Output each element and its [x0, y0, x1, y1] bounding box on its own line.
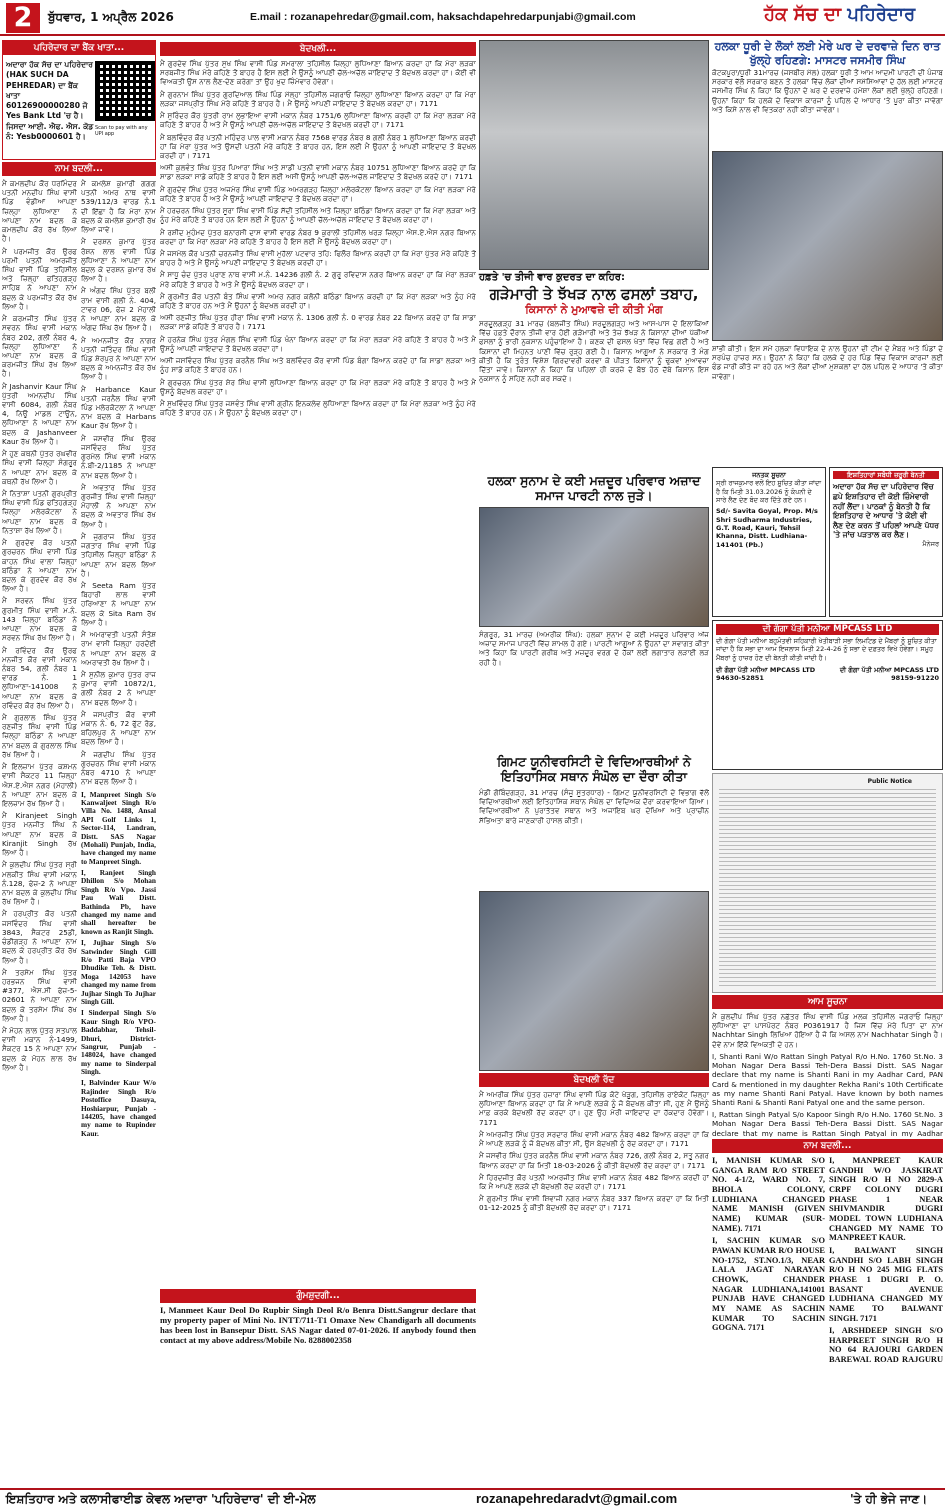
list-item: ਮੈਂ ਕਮਲੇਸ਼ ਕੁਮਾਰੀ ਗਗਗ ਪਤਨੀ ਅਮਰ ਨਾਥ ਵਾਸੀ 539/112/3 ਵਾਰਡ ਨੰ.1 ਦੀ ਇੱਛਾ ਹੈ ਕਿ ਮੇਰਾ ਨਾਮ ਬਦਲ ਕੇ ਕਮਲੇਸ਼ ਕੁਮਾਰੀ ਰੱਖ ਲਿਆ ਜਾਵੇ।: [81, 179, 156, 235]
eviction-list: [160, 59, 476, 1287]
page-number: 2: [6, 3, 40, 33]
public-notice-scan-title: Public Notice: [867, 778, 912, 785]
list-item: ਮੈਂ Harbance Kaur ਪਤਨੀ ਜਰਨੈਲ ਸਿੰਘ ਵਾਸੀ ਪਿੰਡ ਮਲੇਰਕੋਟਲਾ ਨੇ ਆਪਣਾ ਨਾਮ ਬਦਲ ਕੇ Harbans Kaur ਰੱਖ ਲਿਆ ਹੈ।: [81, 384, 156, 431]
list-item: ਮੈਂ ਅਮਰਾਵਤੀ ਪਤਨੀ ਸੰਤੋਸ਼ ਰਾਮ ਵਾਸੀ ਜ਼ਿਲ੍ਹਾ ਹਰਦੋਈ ਨੇ ਆਪਣਾ ਨਾਮ ਬਦਲ ਕੇ ਅਮਰਾਵਤੀ ਰੱਖ ਲਿਆ ਹੈ।: [81, 630, 156, 667]
ad-request-text: ਅਦਾਰਾ ਹੱਕ ਸੱਚ ਦਾ ਪਹਿਰੇਦਾਰ ਵਿੱਚ ਛਪੇ ਇਸ਼ਤਿਹਾਰ ਦੀ ਕੋਈ ਜ਼ਿੰਮੇਵਾਰੀ ਨਹੀਂ ਲੈਂਦਾ। ਪਾਠਕਾਂ ਨੂੰ ਬੇਨਤੀ ਹੈ ਕਿ ਇਸ਼ਤਿਹਾਰ ਦੇ ਆਧਾਰ 'ਤੇ ਕੋਈ ਵੀ ਲੈਣ ਦੇਣ ਕਰਨ ਤੋਂ ਪਹਿਲਾਂ ਆਪਣੇ ਪੱਧਰ 'ਤੇ ਜਾਂਚ ਪੜਤਾਲ ਕਰ ਲੈਣ।: [833, 482, 939, 540]
list-item: ਮੈਂ ਨਿਤਾਸ਼ਾ ਪਤਨੀ ਗੁਰਪ੍ਰੀਤ ਸਿੰਘ ਵਾਸੀ ਪਿੰਡ ਫਤਿਹਗੜ੍ਹ ਜ਼ਿਲ੍ਹਾ ਮਲੇਰਕੋਟਲਾ ਨੇ ਆਪਣਾ ਨਾਮ ਬਦਲ ਕੇ ਨਿਤਾਸ਼ਾ ਰੱਖ ਲਿਆ ਹੈ।: [2, 489, 77, 535]
mpcass-contact-left: ਦੀ ਗੰਗਾ ਪੱਤੀ ਮਨੀਆ MPCASS LTD 94630-52851: [716, 665, 816, 683]
list-item: I, MANPREET KAUR GANDHI W/O JASKIRAT SINGH R/O H NO 2829-A CRPF COLONY DUGRI PHASE 1 NEAR SHIVMANDIR DUGRI MODEL TOWN LUDHIANA CHANGED MY NAME TO MANPREET KAUR.: [829, 1156, 943, 1243]
bank-account-title: ਪਹਿਰੇਦਾਰ ਦਾ ਬੈਂਕ ਖਾਤਾ...: [3, 41, 155, 55]
list-item: ਮੈਂ ਗੁਰਮੀਤ ਕੌਰ ਪਤਨੀ ਬੰਤ ਸਿੰਘ ਵਾਸੀ ਅਮਰ ਨਗਰ ਕਲੋਨੀ ਬਠਿੰਡਾ ਬਿਆਨ ਕਰਦੀ ਹਾਂ ਕਿ ਮੇਰਾ ਲੜਕਾ ਅਤੇ ਨੂੰਹ ਮੇਰੇ ਕਹਿਣੇ ਤੋਂ ਬਾਹਰ ਹਨ ਅਤੇ ਮੈਂ ਉਹਨਾਂ ਨੂੰ ਬੇਦਖਲ ਕਰਦੀ ਹਾਂ।: [160, 291, 476, 311]
news-body: ਸਰਦੂਲਗੜ੍ਹ 31 ਮਾਰਚ (ਬਲਜੀਤ ਸਿੰਘ) ਸਰਦੂਲਗੜ੍ਹ ਅਤੇ ਆਸ-ਪਾਸ ਦੇ ਇਲਾਕਿਆਂ ਵਿੱਚ ਹਫ਼ਤੇ ਦੌਰਾਨ ਤੀਜੀ ਵਾਰ ਹੋਈ ਗੜੇਮਾਰੀ ਅਤੇ ਤੇਜ਼ ਝੱਖੜ ਨੇ ਕਿਸਾਨਾਂ ਦੀਆਂ ਪੱਕੀਆਂ ਫਸਲਾਂ ਨੂੰ ਭਾਰੀ ਨੁਕਸਾਨ ਪਹੁੰਚਾਇਆ ਹੈ। ਕਣਕ ਦੀ ਫਸਲ ਖੇਤਾਂ ਵਿੱਚ ਵਿਛ ਗਈ ਹੈ ਅਤੇ ਕਿਸਾਨਾਂ ਦੀ ਮਿਹਨਤ ਪਾਣੀ ਵਿੱਚ ਰੁੜ੍ਹ ਗਈ ਹੈ। ਕਿਸਾਨ ਆਗੂਆਂ ਨੇ ਸਰਕਾਰ ਤੋਂ ਮੰਗ ਕੀਤੀ ਹੈ ਕਿ ਤੁਰੰਤ ਵਿਸ਼ੇਸ਼ ਗਿਰਦਾਵਰੀ ਕਰਵਾ ਕੇ ਪੀੜਤ ਕਿਸਾਨਾਂ ਨੂੰ ਢੁਕਵਾਂ ਮੁਆਵਜ਼ਾ ਦਿੱਤਾ ਜਾਵੇ। ਕਿਸਾਨਾਂ ਨੇ ਕਿਹਾ ਕਿ ਪਹਿਲਾਂ ਹੀ ਕਰਜ਼ੇ ਦੇ ਬੋਝ ਹੇਠ ਦੱਬੇ ਕਿਸਾਨ ਇਸ ਨੁਕਸਾਨ ਨੂੰ ਸਹਿਣ ਨਹੀਂ ਕਰ ਸਕਦੇ।: [479, 318, 709, 384]
ad-request-signature: ਮੈਨੇਜਰ: [922, 539, 939, 548]
list-item: ਮੈਂ ਗੁਰਦੇਵ ਸਿੰਘ ਪੁੱਤਰ ਅਜਮੇਰ ਸਿੰਘ ਵਾਸੀ ਪਿੰਡ ਅਮਰਗੜ੍ਹ ਜ਼ਿਲ੍ਹਾ ਮਲੇਰਕੋਟਲਾ ਬਿਆਨ ਕਰਦਾ ਹਾਂ ਕਿ ਮੇਰਾ ਲੜਕਾ ਮੇਰੇ ਕਹਿਣੇ ਤੋਂ ਬਾਹਰ ਹੈ ਅਤੇ ਮੈਂ ਉਸਨੂੰ ਆਪਣੀ ਜਾਇਦਾਦ ਤੋਂ ਬੇਦਖਲ ਕਰਦਾ ਹਾਂ।: [160, 184, 476, 203]
politics-body-continued: ਸ਼ਾਂਭੀ ਕੀਤੀ। ਇਸ ਸਮੇਂ ਹਲਕਾ ਵਿਧਾਇਕ ਦੇ ਨਾਲ ਉਹਨਾਂ ਦੀ ਟੀਮ ਦੇ ਮੈਂਬਰ ਅਤੇ ਪਿੰਡਾਂ ਦੇ ਸਰਪੰਚ ਹਾਜ਼ਰ ਸਨ। ਉਹਨਾਂ ਨੇ ਕਿਹਾ ਕਿ ਹਲਕੇ ਦੇ ਹਰ ਪਿੰਡ ਵਿੱਚ ਵਿਕਾਸ ਕਾਰਜਾਂ ਲਈ ਫੰਡ ਜਾਰੀ ਕੀਤੇ ਜਾ ਰਹੇ ਹਨ ਅਤੇ ਲੋਕਾਂ ਦੀਆਂ ਮੁਸ਼ਕਲਾਂ ਦਾ ਹੱਲ ਪਹਿਲ ਦੇ ਆਧਾਰ 'ਤੇ ਕੀਤਾ ਜਾਵੇਗਾ।: [712, 344, 943, 381]
list-item: ਮੈਂ ਜਸਪ੍ਰੀਤ ਕੌਰ ਵਾਸੀ ਮਕਾਨ ਨੰ. 6, 72 ਫੁੱਟ ਰੋਡ, ਬਹਿਲਪੁਰ ਨੇ ਆਪਣਾ ਨਾਮ ਬਦਲ ਲਿਆ ਹੈ।: [81, 709, 156, 747]
ad-request-box: [829, 467, 943, 617]
column-right: [712, 40, 943, 1366]
list-item: ਮੈਂ Jashanvir Kaur ਸਿੰਘ ਪੁੱਤਰੀ ਅਮਨਦੀਪ ਸਿੰਘ ਵਾਸੀ 6084, ਗਲੀ ਨੰਬਰ 4, ਨਿਊ ਮਾਡਲ ਟਾਊਨ, ਲੁਧਿਆਣਾ ਨੇ ਆਪਣਾ ਨਾਮ ਬਦਲ ਕੇ Jashanveer Kaur ਰੱਖ ਲਿਆ ਹੈ।: [2, 381, 77, 446]
list-item: ਮੈਂ ਹਰਪ੍ਰੀਤ ਕੌਰ ਪਤਨੀ ਜਸਵਿੰਦਰ ਸਿੰਘ ਵਾਸੀ 3843, ਸੈਕਟਰ 25ਡੀ, ਚੰਡੀਗੜ੍ਹ ਨੇ ਆਪਣਾ ਨਾਮ ਬਦਲ ਕੇ ਹਰਪ੍ਰੀਤ ਕੌਰ ਰੱਖ ਲਿਆ ਹੈ।: [2, 909, 77, 965]
list-item: I, Rattan Singh Patyal S/o Kapoor Singh R/o H.No. 1760 St.No. 3 Mohan Nagar Dera Bassi Teh-Dera Bassi Distt. SAS Nagar declare that my name is Rattan Singh Patyal in my Aadhar: [712, 1110, 943, 1137]
list-item: ਮੈਂ ਦਰਸ਼ਨ ਕੁਮਾਰ ਪੁੱਤਰ ਰੋਸ਼ਨ ਲਾਲ ਵਾਸੀ ਪਿੰਡ ਲੁਧਿਆਣਾ ਨੇ ਆਪਣਾ ਨਾਮ ਬਦਲ ਕੇ ਦਰਸ਼ਨ ਕੁਮਾਰ ਰੱਖ ਲਿਆ ਹੈ।: [81, 237, 156, 284]
mpcass-contact-right: ਦੀ ਗੰਗਾ ਪੱਤੀ ਮਨੀਆ MPCASS LTD 98159-91220: [839, 665, 939, 683]
list-item: I, Jujhar Singh S/o Satwinder Singh Gill R/o Patti Baja VPO Dhudike Teh. & Distt. Moga 142053 have changed my name from Jujhar Singh To Jujhar Singh Gill.: [81, 938, 156, 1006]
list-item: ਮੈਂ ਅੰਗਦ ਸਿੰਘ ਪੁੱਤਰ ਬਲੀ ਰਾਮ ਵਾਸੀ ਗਲੀ ਨੰ. 404, ਟਾਵਰ 06, ਫੇਜ਼ 2 ਮੋਹਾਲੀ ਨੇ ਆਪਣਾ ਨਾਮ ਬਦਲ ਕੇ ਅੰਗਦ ਸਿੰਘ ਰੱਖ ਲਿਆ ਹੈ।: [81, 286, 156, 333]
column-left: [2, 40, 156, 1499]
list-item: ਅਸੀਂ ਜਸਵਿੰਦਰ ਸਿੰਘ ਪੁੱਤਰ ਕਰਨੈਲ ਸਿੰਘ ਅਤੇ ਬਲਵਿੰਦਰ ਕੌਰ ਵਾਸੀ ਪਿੰਡ ਬੰਗਾ ਬਿਆਨ ਕਰਦੇ ਹਾਂ ਕਿ ਸਾਡਾ ਲੜਕਾ ਅਤੇ ਨੂੰਹ ਸਾਡੇ ਕਹਿਣੇ ਤੋਂ ਬਾਹਰ ਹਨ।: [160, 356, 476, 375]
list-item: ਮੈਂ Seeta Ram ਪੁੱਤਰ ਬਿਹਾਰੀ ਲਾਲ ਵਾਸੀ ਹਰਿਆਣਾ ਨੇ ਆਪਣਾ ਨਾਮ ਬਦਲ ਕੇ Sita Ram ਰੱਖ ਲਿਆ ਹੈ।: [81, 580, 156, 627]
list-item: ਅਸੀਂ ਰਣਜੀਤ ਸਿੰਘ ਪੁੱਤਰ ਹੀਰਾ ਸਿੰਘ ਵਾਸੀ ਮਕਾਨ ਨੰ. 1306 ਗਲੀ ਨੰ. 0 ਵਾਰਡ ਨੰਬਰ 22 ਬਿਆਨ ਕਰਦੇ ਹਾਂ ਕਿ ਸਾਡਾ ਲੜਕਾ ਸਾਡੇ ਕਹਿਣੇ ਤੋਂ ਬਾਹਰ ਹੈ। 7171: [160, 313, 476, 332]
public-notice-scan: [712, 773, 943, 993]
list-item: ਮੈਂ ਅਵਤਾਰ ਸਿੰਘ ਪੁੱਤਰ ਗੁਰਜੀਤ ਸਿੰਘ ਵਾਸੀ ਜ਼ਿਲ੍ਹਾ ਮੋਹਾਲੀ ਨੇ ਆਪਣਾ ਨਾਮ ਬਦਲ ਕੇ ਅਵਤਾਰ ਸਿੰਘ ਰੱਖ ਲਿਆ ਹੈ।: [81, 482, 156, 529]
list-item: ਮੈਂ ਸੁਖਵਿੰਦਰ ਸਿੰਘ ਪੁੱਤਰ ਜਸਵੰਤ ਸਿੰਘ ਵਾਸੀ ਗ੍ਰੀਨ ਇਨਕਲੇਵ ਲੁਧਿਆਣਾ ਬਿਆਨ ਕਰਦਾ ਹਾਂ ਕਿ ਮੇਰਾ ਲੜਕਾ ਅਤੇ ਨੂੰਹ ਮੇਰੇ ਕਹਿਣੇ ਤੋਂ ਬਾਹਰ ਹਨ। ਮੈਂ ਉਹਨਾਂ ਨੂੰ ਬੇਦਖਲ ਕਰਦਾ ਹਾਂ।: [160, 399, 476, 418]
notice-row: [712, 467, 943, 617]
list-item: I Sinderpal Singh S/o Kaur Singh R/o VPO-Baddabhar, Tehsil-Dhuri, District-Sangrur, Punjab - 148024, have changed my name to Sinderpal Singh.: [81, 1008, 156, 1077]
list-item: ਮੈਂ ਹਰਨੇਕ ਸਿੰਘ ਪੁੱਤਰ ਮੰਗਲ ਸਿੰਘ ਵਾਸੀ ਪਿੰਡ ਖੰਨਾ ਬਿਆਨ ਕਰਦਾ ਹਾਂ ਕਿ ਮੇਰਾ ਲੜਕਾ ਮੇਰੇ ਕਹਿਣੇ ਤੋਂ ਬਾਹਰ ਹੈ ਅਤੇ ਮੈਂ ਉਸਨੂੰ ਆਪਣੀ ਜਾਇਦਾਦ ਤੋਂ ਬੇਦਖਲ ਕਰਦਾ ਹਾਂ।: [160, 334, 476, 353]
page-header: [0, 0, 945, 36]
news-subhead: ਕਿਸਾਨਾਂ ਨੇ ਮੁਆਵਜ਼ੇ ਦੀ ਕੀਤੀ ਮੰਗ: [525, 302, 663, 316]
list-item: ਮੈਂ ਮੋਹਨ ਲਾਲ ਪੁੱਤਰ ਸਤਪਾਲ ਵਾਸੀ ਮਕਾਨ ਨੰ-1499, ਸੈਕਟਰ 15 ਨੇ ਆਪਣਾ ਨਾਮ ਬਦਲ ਕੇ ਮੋਹਨ ਲਾਲ ਰੱਖ ਲਿਆ ਹੈ।: [2, 1026, 77, 1072]
mpcass-title: ਦੀ ਗੰਗਾ ਪੱਤੀ ਮਨੀਆ MPCASS LTD: [716, 624, 939, 635]
list-item: I, BALWANT SINGH GANDHI S/O LABH SINGH R/O H NO 245 MIG FLATS PHASE 1 DUGRI P. O. BASANT AVENUE LUDHIANA CHANGED MY NAME TO BALWANT SINGH. 7171: [829, 1245, 943, 1323]
list-item: ਮੈਂ Kiranjeet Singh ਪੁੱਤਰ ਮਨਜੀਤ ਸਿੰਘ ਨੇ ਆਪਣਾ ਨਾਮ ਬਦਲ ਕੇ Kiranjit Singh ਰੱਖ ਲਿਆ ਹੈ।: [2, 811, 77, 858]
public-notice-signature: Sd/- Savita Goyal, Prop. M/s Shri Sudharma Industries, G.T. Road, Kauri, Tehsil Khanna, Distt. Ludhiana-141401 (Pb.): [716, 507, 818, 549]
politics-photo: [712, 151, 943, 341]
name-change-right-columns: [712, 1156, 943, 1366]
name-change-title: ਨਾਮ ਬਦਲੀ...: [2, 162, 156, 176]
list-item: ਮੈਂ ਸੁਰਿੰਦਰ ਕੌਰ ਪੁੱਤਰੀ ਰਾਮ ਲੁਭਾਇਆ ਵਾਸੀ ਮਕਾਨ ਨੰਬਰ 1751/6 ਲੁਧਿਆਣਾ ਬਿਆਨ ਕਰਦੀ ਹਾਂ ਕਿ ਮੇਰਾ ਲੜਕਾ ਮੇਰੇ ਕਹਿਣੇ ਤੋਂ ਬਾਹਰ ਹੈ ਅਤੇ ਮੈਂ ਉਸਨੂੰ ਆਪਣੀ ਚੱਲ-ਅਚੱਲ ਜਾਇਦਾਦ ਤੋਂ ਬੇਦਖਲ ਕਰਦੀ ਹਾਂ। 7171: [160, 111, 476, 130]
list-item: ਮੈਂ ਗੁਰਚਰਨ ਸਿੰਘ ਪੁੱਤਰ ਸ਼ੇਰ ਸਿੰਘ ਵਾਸੀ ਲੁਧਿਆਣਾ ਬਿਆਨ ਕਰਦਾ ਹਾਂ ਕਿ ਮੇਰਾ ਲੜਕਾ ਮੇਰੇ ਕਹਿਣੇ ਤੋਂ ਬਾਹਰ ਹੈ ਅਤੇ ਮੈਂ ਉਸਨੂੰ ਬੇਦਖਲ ਕਰਦਾ ਹਾਂ।: [160, 377, 476, 396]
bank-account-text: ਅਦਾਰਾ ਹੱਕ ਸੱਚ ਦਾ ਪਹਿਰੇਦਾਰ (HAK SUCH DA PEHREDAR) ਦਾ ਬੈਂਕ ਖਾਤਾ 60126900000280 ਜੋ Yes Bank Ltd 'ਚ ਹੈ। ਜਿਸਦਾ ਆਈ. ਐਫ. ਐਸ. ਕੋਡ ਨੰ: Yesb0000601 ਹੈ।: [6, 60, 94, 141]
name-change-list-b: [81, 179, 156, 1499]
list-item: ਮੈਂ ਹਿਰਦਜੀਤ ਕੌਰ ਪਤਨੀ ਅਮਰਜੀਤ ਸਿੰਘ ਵਾਸੀ ਮਕਾਨ ਨੰਬਰ 482 ਬਿਆਨ ਕਰਦੀ ਹਾਂ ਕਿ ਮੈਂ ਆਪਣੇ ਲੜਕੇ ਦੀ ਬੇਦਖਲੀ ਰੱਦ ਕਰਦੀ ਹਾਂ। 7171: [479, 1172, 709, 1191]
list-item: ਮੈਂ ਸਾਧੂ ਚੰਦ ਪੁੱਤਰ ਪ੍ਰਾਣ ਨਾਥ ਵਾਸੀ ਮ.ਨੰ. 14236 ਗਲੀ ਨੰ. 2 ਗੁਰੂ ਰਵਿਦਾਸ ਨਗਰ ਬਿਆਨ ਕਰਦਾ ਹਾਂ ਕਿ ਮੇਰਾ ਲੜਕਾ ਮੇਰੇ ਕਹਿਣੇ ਤੋਂ ਬਾਹਰ ਹੈ ਅਤੇ ਮੈਂ ਉਸਨੂੰ ਬੇਦਖਲ ਕਰਦਾ ਹਾਂ।: [160, 270, 476, 289]
name-change-right-list-a: [712, 1156, 825, 1366]
list-item: ਮੈਂ ਰਵਿੰਦਰ ਕੌਰ ਉਰਫ ਮਨਜੀਤ ਕੌਰ ਵਾਸੀ ਮਕਾਨ ਨੰਬਰ 54, ਗਲੀ ਨੰਬਰ 1 ਵਾਰਡ ਨੰ. 1 ਲੁਧਿਆਣਾ-141008 ਨੇ ਆਪਣਾ ਨਾਮ ਬਦਲ ਕੇ ਰਵਿੰਦਰ ਕੌਰ ਰੱਖ ਲਿਆ ਹੈ।: [2, 645, 77, 710]
university-body: ਮੰਡੀ ਗੋਬਿੰਦਗੜ੍ਹ, 31 ਮਾਰਚ (ਸੰਜੂ ਸੂਤਰਧਾਰ) - ਗਿਮਟ ਯੂਨੀਵਰਸਿਟੀ ਦੇ ਵਿਭਾਗ ਵੱਲੋਂ ਵਿਦਿਆਰਥੀਆਂ ਲਈ ਇਤਿਹਾਸਿਕ ਸਥਾਨ ਸੰਘੋਲ ਦਾ ਵਿਦਿਅਕ ਦੌਰਾ ਕਰਵਾਇਆ ਗਿਆ। ਵਿਦਿਆਰਥੀਆਂ ਨੇ ਪੁਰਾਤੱਤਵ ਸਥਾਨ ਅਤੇ ਅਜਾਇਬ ਘਰ ਦੇਖਿਆ ਅਤੇ ਪ੍ਰਾਚੀਨ ਸੱਭਿਅਤਾ ਬਾਰੇ ਜਾਣਕਾਰੀ ਹਾਸਲ ਕੀਤੀ।: [479, 787, 709, 825]
party-body: ਸੰਗਰੂਰ, 31 ਮਾਰਚ (ਅਮਰੀਕ ਸਿੰਘ): ਹਲਕਾ ਸੁਨਾਮ ਦੇ ਕਈ ਮਜ਼ਦੂਰ ਪਰਿਵਾਰ ਅੱਜ ਅਜ਼ਾਦ ਸਮਾਜ ਪਾਰਟੀ ਵਿੱਚ ਸ਼ਾਮਲ ਹੋ ਗਏ। ਪਾਰਟੀ ਆਗੂਆਂ ਨੇ ਉਹਨਾਂ ਦਾ ਸਵਾਗਤ ਕੀਤਾ ਅਤੇ ਕਿਹਾ ਕਿ ਪਾਰਟੀ ਗਰੀਬ ਅਤੇ ਮਜ਼ਦੂਰ ਵਰਗ ਦੇ ਹੱਕਾਂ ਲਈ ਲਗਾਤਾਰ ਲੜਾਈ ਲੜ ਰਹੀ ਹੈ।: [479, 629, 709, 667]
news-kicker: ਹਫ਼ਤੇ 'ਚ ਤੀਜੀ ਵਾਰ ਕੁਦਰਤ ਦਾ ਕਹਿਰ:: [479, 272, 625, 283]
eviction-cancel-list: [479, 1130, 709, 1400]
name-change-title-right: ਨਾਮ ਬਦਲੀ...: [712, 1139, 943, 1153]
list-item: ਅਸੀਂ ਕੁਲਵੰਤ ਸਿੰਘ ਪੁੱਤਰ ਪਿਆਰਾ ਸਿੰਘ ਅਤੇ ਸਾਡੀ ਪਤਨੀ ਵਾਸੀ ਮਕਾਨ ਨੰਬਰ 10751 ਲੁਧਿਆਣਾ ਬਿਆਨ ਕਰਦੇ ਹਾਂ ਕਿ ਸਾਡਾ ਲੜਕਾ ਸਾਡੇ ਕਹਿਣੇ ਤੋਂ ਬਾਹਰ ਹੈ ਇਸ ਲਈ ਅਸੀਂ ਉਸਨੂੰ ਆਪਣੀ ਚੱਲ-ਅਚੱਲ ਜਾਇਦਾਦ ਤੋਂ ਬੇਦਖਲ ਕਰਦੇ ਹਾਂ। 7171: [160, 163, 476, 182]
hail-damage-photo: [479, 40, 709, 270]
bank-account-box: [2, 40, 156, 160]
general-notice-list: [712, 1012, 943, 1137]
list-item: ਮੈਂ ਗੁਰਨਾਮ ਸਿੰਘ ਪੁੱਤਰ ਗੁਰਦਿਆਲ ਸਿੰਘ ਪਿੰਡ ਮੱਲ੍ਹਾ ਤਹਿਸੀਲ ਜਗਰਾਓਂ ਜ਼ਿਲ੍ਹਾ ਲੁਧਿਆਣਾ ਬਿਆਨ ਕਰਦਾ ਹਾਂ ਕਿ ਮੇਰਾ ਲੜਕਾ ਜਸਪ੍ਰੀਤ ਸਿੰਘ ਮੇਰੇ ਕਹਿਣੇ ਤੋਂ ਬਾਹਰ ਹੈ। ਮੈਂ ਉਸਨੂੰ ਆਪਣੀ ਜਾਇਦਾਦ ਤੋਂ ਬੇਦਖਲ ਕਰਦਾ ਹਾਂ। 7171: [160, 89, 476, 108]
list-item: ਮੈਂ ਇਲਜ਼ਾਮ ਪੁੱਤਰ ਕਸ਼ਮਨ ਵਾਸੀ ਸੈਕਟਰ 11 ਜ਼ਿਲ੍ਹਾ ਐਸ.ਏ.ਐਸ ਨਗਰ (ਮੋਹਾਲੀ) ਨੇ ਆਪਣਾ ਨਾਮ ਬਦਲ ਕੇ ਇਲਜ਼ਾਮ ਰੱਖ ਲਿਆ ਹੈ।: [2, 762, 77, 808]
university-headline: ਗਿਮਟ ਯੂਨੀਵਰਸਿਟੀ ਦੇ ਵਿਦਿਆਰਥੀਆਂ ਨੇ ਇਤਿਹਾਸਿਕ ਸਥਾਨ ਸੰਘੋਲ ਦਾ ਦੌਰਾ ਕੀਤਾ: [497, 753, 691, 784]
lost-title: ਗੁੰਮਸ਼ੁਦਗੀ...: [160, 1289, 476, 1303]
general-notice-title: ਆਮ ਸੂਚਨਾ: [712, 995, 943, 1009]
list-item: I, Shanti Rani W/o Rattan Singh Patyal R/o H.No. 1760 St.No. 3 Mohan Nagar Dera Bassi Teh-Dera Bassi Distt. SAS Nagar declare that my name is Shanti Rani in my Aadhar Card, PAN Card & mentioned in my daughter Rekha Rani's 10th Certificate as my name Shanti Rani Patyal. Have known by both names Shanti Rani & Shanti Rani Patyal one and the same person.: [712, 1051, 943, 1107]
list-item: ਮੈਂ ਜਸਵੀਰ ਸਿੰਘ ਪੁੱਤਰ ਕਰਨੈਲ ਸਿੰਘ ਵਾਸੀ ਮਕਾਨ ਨੰਬਰ 726, ਗਲੀ ਨੰਬਰ 2, ਸਤੂ ਨਗਰ ਬਿਆਨ ਕਰਦਾ ਹਾਂ ਕਿ ਮਿਤੀ 18-03-2026 ਨੂੰ ਕੀਤੀ ਬੇਦਖਲੀ ਰੱਦ ਕਰਦਾ ਹਾਂ। 7171: [479, 1151, 709, 1170]
list-item: ਮੈਂ ਜਸਵੀਰ ਸਿੰਘ ਉਰਫ ਜਸਵਿੰਦਰ ਸਿੰਘ ਪੁੱਤਰ ਗੁਰਮੇਲ ਸਿੰਘ ਵਾਸੀ ਮਕਾਨ ਨੰ.ਬੀ-2/1185 ਨੇ ਆਪਣਾ ਨਾਮ ਬਦਲ ਲਿਆ ਹੈ।: [81, 433, 156, 480]
list-item: I, Manpreet Singh S/o Kanwaljeet Singh R/o Villa No. 1488, Ansal API Golf Links 1, Sector-114, Landran, Distt. SAS Nagar (Mohali) Punjab, India, have changed my name to Manpreet Singh.: [81, 789, 156, 866]
list-item: ਮੈਂ ਜਗਦੀਪ ਸਿੰਘ ਪੁੱਤਰ ਗੁਰਚਰਨ ਸਿੰਘ ਵਾਸੀ ਮਕਾਨ ਨੰਬਰ 4710 ਨੇ ਆਪਣਾ ਨਾਮ ਬਦਲ ਲਿਆ ਹੈ।: [81, 749, 156, 787]
list-item: ਮੈਂ ਕਮਲਦੀਪ ਕੌਰ ਧਰਮਿੰਦਰ ਪਤਨੀ ਮਨਦੀਪ ਸਿੰਘ ਵਾਸੀ ਪਿੰਡ ਵੰਡੀਆਂ ਆਪਣਾ ਜ਼ਿਲ੍ਹਾ ਲੁਧਿਆਣਾ ਨੇ ਆਪਣਾ ਨਾਮ ਬਦਲ ਕੇ ਕਮਲਦੀਪ ਕੌਰ ਰੱਖ ਲਿਆ ਹੈ।: [2, 179, 77, 244]
column-news: [479, 40, 709, 1400]
upi-qr-code-icon[interactable]: [95, 61, 155, 121]
list-item: ਮੈਂ ਗੁਰਦੇਵ ਕੌਰ ਪਤਨੀ ਗੁਰਚਰਨ ਸਿੰਘ ਵਾਸੀ ਪਿੰਡ ਕਾਹਨ ਸਿੰਘ ਵਾਲਾ ਜ਼ਿਲ੍ਹਾ ਬਠਿੰਡਾ ਨੇ ਆਪਣਾ ਨਾਮ ਬਦਲ ਕੇ ਗੁਰਦੇਵ ਕੌਰ ਰੱਖ ਲਿਆ ਹੈ।: [2, 538, 77, 594]
list-item: I, Balvinder Kaur W/o Rajinder Singh R/o Postoffice Dasuya, Hoshiarpur, Punjab - 144205, have changed my name to Rupinder Kaur.: [81, 1078, 156, 1138]
name-change-columns: [2, 179, 156, 1499]
list-item: ਮੈਂ ਗੁਰਦੇਵ ਸਿੰਘ ਪੁੱਤਰ ਸੁਖ ਸਿੰਘ ਵਾਸੀ ਪਿੰਡ ਸਮਰਾਲਾ ਤਹਿਸੀਲ ਜ਼ਿਲ੍ਹਾ ਲੁਧਿਆਣਾ ਬਿਆਨ ਕਰਦਾ ਹਾਂ ਕਿ ਮੇਰਾ ਲੜਕਾ ਸਰਬਜੀਤ ਸਿੰਘ ਮੇਰੇ ਕਹਿਣੇ ਤੋਂ ਬਾਹਰ ਹੈ ਇਸ ਲਈ ਮੈਂ ਉਸਨੂੰ ਆਪਣੀ ਚੱਲ-ਅਚੱਲ ਜਾਇਦਾਦ ਤੋਂ ਬੇਦਖਲ ਕਰਦਾ ਹਾਂ। ਕੋਈ ਵੀ ਵਿਅਕਤੀ ਉਸ ਨਾਲ ਲੈਣ-ਦੇਣ ਕਰੇਗਾ ਤਾਂ ਉਹ ਖੁਦ ਜ਼ਿੰਮੇਵਾਰ ਹੋਵੇਗਾ।: [160, 59, 476, 87]
public-notice-text: ਸ੍ਰੀ ਰਾਜਕੁਮਾਰ ਵਲੋਂ ਇਹ ਸੂਚਿਤ ਕੀਤਾ ਜਾਂਦਾ ਹੈ ਕਿ ਮਿਤੀ 31.03.2026 ਨੂੰ ਕੰਪਨੀ ਦੇ ਸਾਰੇ ਲੈਣ ਦੇਣ ਬੰਦ ਕਰ ਦਿੱਤੇ ਗਏ ਹਨ।: [716, 479, 822, 504]
list-item: ਮੈਂ ਕੁਲਦੀਪ ਸਿੰਘ ਪੁੱਤਰ ਨਛੱਤਰ ਸਿੰਘ ਵਾਸੀ ਪਿੰਡ ਮਲਕ ਤਹਿਸੀਲ ਜਗਰਾਓਂ ਜ਼ਿਲ੍ਹਾ ਲੁਧਿਆਣਾ ਦਾ ਪਾਸਪੋਰਟ ਨੰਬਰ P0361917 ਹੈ ਜਿਸ ਵਿੱਚ ਮੇਰੇ ਪਿਤਾ ਦਾ ਨਾਮ Nachhtar Singh ਲਿਖਿਆ ਹੋਇਆ ਹੈ ਜੋ ਕਿ ਅਸਲ ਨਾਮ Nachhatar Singh ਹੈ। ਦੋਵੇਂ ਨਾਮ ਇੱਕੋ ਵਿਅਕਤੀ ਦੇ ਹਨ।: [712, 1012, 943, 1049]
list-item: ਮੈਂ ਹੁਣ ਕਥਨੀ ਪੁੱਤਰ ਰਘਵੀਰ ਸਿੰਘ ਵਾਸੀ ਜ਼ਿਲ੍ਹਾ ਸੰਗਰੂਰ ਨੇ ਆਪਣਾ ਨਾਮ ਬਦਲ ਕੇ ਕਥਨੀ ਰੱਖ ਲਿਆ ਹੈ।: [2, 449, 77, 486]
list-item: ਮੈਂ ਰਸ਼ੀਦ ਮੁਹੰਮਦ ਪੁੱਤਰ ਬਨਾਰਸੀ ਦਾਸ ਵਾਸੀ ਵਾਰਡ ਨੰਬਰ 9 ਕੁਰਾਲੀ ਤਹਿਸੀਲ ਖਰੜ ਜ਼ਿਲ੍ਹਾ ਐਸ.ਏ.ਐਸ ਨਗਰ ਬਿਆਨ ਕਰਦਾ ਹਾਂ ਕਿ ਮੇਰਾ ਲੜਕਾ ਮੇਰੇ ਕਹਿਣੇ ਤੋਂ ਬਾਹਰ ਹੈ ਇਸ ਲਈ ਮੈਂ ਉਸਨੂੰ ਬੇਦਖਲ ਕਰਦਾ ਹਾਂ।: [160, 227, 476, 246]
footer-tail: 'ਤੇ ਹੀ ਭੇਜੇ ਜਾਣ।: [850, 1492, 928, 1506]
list-item: I, MANISH KUMAR S/O GANGA RAM R/O STREET NO. 4-1/2, WARD NO. 7, BHOLA COLONY, LUDHIANA CHANGED NAME MANISH (GIVEN NAME) KUMAR (SUR-NAME). 7171: [712, 1156, 825, 1233]
list-item: ਮੈਂ ਸਰਵਨ ਸਿੰਘ ਪੁੱਤਰ ਗੁਰਮੀਤ ਸਿੰਘ ਵਾਸੀ ਮ.ਨੰ. 143 ਜ਼ਿਲ੍ਹਾ ਬਠਿੰਡਾ ਨੇ ਆਪਣਾ ਨਾਮ ਬਦਲ ਕੇ ਸਰਵਨ ਸਿੰਘ ਰੱਖ ਲਿਆ ਹੈ।: [2, 596, 77, 643]
list-item: ਮੈਂ ਹਰਚਰਨ ਸਿੰਘ ਪੁੱਤਰ ਸੂਰਾ ਸਿੰਘ ਵਾਸੀ ਪਿੰਡ ਸੱਦੀ ਤਹਿਸੀਲ ਅਤੇ ਜ਼ਿਲ੍ਹਾ ਬਠਿੰਡਾ ਬਿਆਨ ਕਰਦਾ ਹਾਂ ਕਿ ਮੇਰਾ ਲੜਕਾ ਅਤੇ ਨੂੰਹ ਮੇਰੇ ਕਹਿਣੇ ਤੋਂ ਬਾਹਰ ਹਨ ਇਸ ਲਈ ਮੈਂ ਉਹਨਾਂ ਨੂੰ ਆਪਣੀ ਚੱਲ-ਅਚੱਲ ਜਾਇਦਾਦ ਤੋਂ ਬੇਦਖਲ ਕਰਦਾ ਹਾਂ।: [160, 206, 476, 225]
list-item: ਮੈਂ ਗੁਰਮੀਤ ਸਿੰਘ ਵਾਸੀ ਸ਼ਿਵਾਜੀ ਨਗਰ ਮਕਾਨ ਨੰਬਰ 337 ਬਿਆਨ ਕਰਦਾ ਹਾਂ ਕਿ ਮਿਤੀ 01-12-2025 ਨੂੰ ਕੀਤੀ ਬੇਦਖਲੀ ਰੱਦ ਕਰਦਾ ਹਾਂ। 7171: [479, 1194, 709, 1213]
list-item: ਮੈਂ ਕੁਲਦੀਪ ਸਿੰਘ ਪੁੱਤਰ ਸ੍ਰੀ ਮਲਕੀਤ ਸਿੰਘ ਵਾਸੀ ਮਕਾਨ ਨੰ.128, ਫੇਜ਼-2 ਨੇ ਆਪਣਾ ਨਾਮ ਬਦਲ ਕੇ ਕੁਲਦੀਪ ਸਿੰਘ ਰੱਖ ਲਿਆ ਹੈ।: [2, 860, 77, 907]
list-item: ਮੈਂ ਗੁਰਲਾਲ ਸਿੰਘ ਪੁੱਤਰ ਰਣਜੀਤ ਸਿੰਘ ਵਾਸੀ ਪਿੰਡ ਜ਼ਿਲ੍ਹਾ ਬਠਿੰਡਾ ਨੇ ਆਪਣਾ ਨਾਮ ਬਦਲ ਕੇ ਗੁਰਲਾਲ ਸਿੰਘ ਰੱਖ ਲਿਆ ਹੈ।: [2, 713, 77, 759]
newspaper-logo: ਹੱਕ ਸੱਚ ਦਾ ਪਹਿਰੇਦਾਰ: [764, 4, 916, 25]
name-change-right-list-b: [829, 1156, 943, 1366]
eviction-cancel-title: ਬੇਦਖਲੀ ਰੱਦ: [479, 1073, 709, 1087]
list-item: I, ARSHDEEP SINGH S/O HARPREET SINGH R/O H NO 64 RAJOURI GARDEN BAREWAL ROAD RAJGURU: [829, 1326, 943, 1365]
mpcass-text: ਦੀ ਗੰਗਾ ਪੱਤੀ ਮਨੀਆ ਬਹੁਮੰਤਵੀ ਸਹਿਕਾਰੀ ਖੇਤੀਬਾੜੀ ਸਭਾ ਲਿਮਟਿਡ ਦੇ ਮੈਂਬਰਾਂ ਨੂੰ ਸੂਚਿਤ ਕੀਤਾ ਜਾਂਦਾ ਹੈ ਕਿ ਸਭਾ ਦਾ ਆਮ ਇਜਲਾਸ ਮਿਤੀ 22-4-26 ਨੂੰ ਸਭਾ ਦੇ ਦਫ਼ਤਰ ਵਿਖੇ ਹੋਵੇਗਾ। ਸਮੂਹ ਮੈਂਬਰਾਂ ਨੂੰ ਹਾਜ਼ਰ ਹੋਣ ਦੀ ਬੇਨਤੀ ਕੀਤੀ ਜਾਂਦੀ ਹੈ।: [716, 636, 937, 662]
issue-date: ਬੁੱਧਵਾਰ, 1 ਅਪ੍ਰੈਲ 2026: [48, 10, 174, 24]
list-item: I, Ranjeet Singh Dhillon S/o Mohan Singh R/o Vpo. Jassi Pau Wali Distt. Bathinda Pb, have changed my name and shall hereafter be known as Ranjit Singh.: [81, 868, 156, 936]
ad-request-title: ਇਸ਼ਤਿਹਾਰਾਂ ਸਬੰਧੀ ਜ਼ਰੂਰੀ ਬੇਨਤੀ: [833, 471, 939, 479]
name-change-list-a: [2, 179, 77, 1499]
lost-notice-text: I, Manmeet Kaur Deol Do Rupbir Singh Deol R/o Benra Distt.Sangrur declare that my property paper of Mini No. INTT/711-T1 Omaxe New Chandigarh all documents has been lost in Bansepur Distt. SAS Nagar dated 07-01-2026. If anybody found then contact at my above address/Mobile No. 8288002358: [160, 1305, 476, 1345]
qr-caption: Scan to pay with any UPI app: [95, 125, 148, 138]
politics-headline: ਹਲਕਾ ਧੂਰੀ ਦੇ ਲੋਕਾਂ ਲਈ ਮੇਰੇ ਘਰ ਦੇ ਦਰਵਾਜ਼ੇ ਦਿਨ ਰਾਤ ਖੁੱਲ੍ਹੇ ਰਹਿਣਗੇ: ਮਾਸਟਰ ਜਸਮੀਰ ਸਿੰਘ: [714, 40, 941, 67]
list-item: ਮੈਂ ਸੁਨੀਲ ਕੁਮਾਰ ਪੁੱਤਰ ਰਾਜ ਕੁਮਾਰ ਵਾਸੀ 10872/1, ਗਲੀ ਨੰਬਰ 2 ਨੇ ਆਪਣਾ ਨਾਮ ਬਦਲ ਲਿਆ ਹੈ।: [81, 669, 156, 707]
politics-body: ਕੋਟਕਪੂਰਾ/ਧੂਰੀ 31ਮਾਰਚ (ਜਸਬੀਰ ਮੱਲ) ਹਲਕਾ ਧੂਰੀ ਤੋਂ ਆਮ ਆਦਮੀ ਪਾਰਟੀ ਦੀ ਪੰਜਾਬ ਸਰਕਾਰ ਵੱਲੋਂ ਸਰਕਾਰ ਬਣਨ ਤੋਂ ਹਲਕਾ ਵਿੱਚ ਲੋਕਾਂ ਦੀਆਂ ਸਮੱਸਿਆਵਾਂ ਦੇ ਹੱਲ ਲਈ ਮਾਸਟਰ ਜਸਮੀਰ ਸਿੰਘ ਨੇ ਕਿਹਾ ਕਿ ਉਹਨਾਂ ਦੇ ਘਰ ਦੇ ਦਰਵਾਜ਼ੇ ਹਮੇਸ਼ਾ ਲੋਕਾਂ ਲਈ ਖੁੱਲ੍ਹੇ ਰਹਿਣਗੇ। ਉਹਨਾਂ ਕਿਹਾ ਕਿ ਹਲਕੇ ਦੇ ਵਿਕਾਸ ਕਾਰਜਾਂ ਨੂੰ ਪਹਿਲ ਦੇ ਆਧਾਰ 'ਤੇ ਪੂਰਾ ਕੀਤਾ ਜਾਵੇਗਾ ਅਤੇ ਕਿਸੇ ਨਾਲ ਵੀ ਵਿਤਕਰਾ ਨਹੀਂ ਕੀਤਾ ਜਾਵੇਗਾ।: [712, 68, 943, 114]
list-item: ਮੈਂ ਕਰਮਜੀਤ ਸਿੰਘ ਪੁੱਤਰ ਸਵਰਨ ਸਿੰਘ ਵਾਸੀ ਮਕਾਨ ਨੰਬਰ 202, ਗਲੀ ਨੰਬਰ 4, ਜ਼ਿਲ੍ਹਾ ਲੁਧਿਆਣਾ ਨੇ ਆਪਣਾ ਨਾਮ ਬਦਲ ਕੇ ਕਰਮਜੀਤ ਸਿੰਘ ਰੱਖ ਲਿਆ ਹੈ।: [2, 314, 77, 379]
party-joining-photo: [479, 507, 709, 627]
party-headline: ਹਲਕਾ ਸੁਨਾਮ ਦੇ ਕਈ ਮਜ਼ਦੂਰ ਪਰਿਵਾਰ ਅਜ਼ਾਦ ਸਮਾਜ ਪਾਰਟੀ ਨਾਲ ਜੁੜੇ।: [487, 472, 701, 503]
news-headline: ਗੜੇਮਾਰੀ ਤੇ ਝੱਖੜ ਨਾਲ ਫਸਲਾਂ ਤਬਾਹ,: [489, 284, 699, 303]
list-item: ਮੈਂ ਬਲਵਿੰਦਰ ਕੌਰ ਪਤਨੀ ਮਹਿੰਦਰ ਪਾਲ ਵਾਸੀ ਮਕਾਨ ਨੰਬਰ 7568 ਵਾਰਡ ਨੰਬਰ 8 ਗਲੀ ਨੰਬਰ 1 ਲੁਧਿਆਣਾ ਬਿਆਨ ਕਰਦੀ ਹਾਂ ਕਿ ਮੇਰਾ ਪੁੱਤਰ ਅਤੇ ਉਸਦੀ ਪਤਨੀ ਮੇਰੇ ਕਹਿਣੇ ਤੋਂ ਬਾਹਰ ਹਨ, ਇਸ ਲਈ ਮੈਂ ਉਹਨਾਂ ਨੂੰ ਆਪਣੀ ਜਾਇਦਾਦ ਤੋਂ ਬੇਦਖਲ ਕਰਦੀ ਹਾਂ। 7171: [160, 132, 476, 160]
list-item: ਮੈਂ ਜਸਮੇਲ ਕੌਰ ਪਤਨੀ ਚਰਨਜੀਤ ਸਿੰਘ ਵਾਸੀ ਮੁਹੱਲਾ ਪਟਵਾਰ ਤਹਿ: ਫਿਲੌਰ ਬਿਆਨ ਕਰਦੀ ਹਾਂ ਕਿ ਮੇਰਾ ਪੁੱਤਰ ਮੇਰੇ ਕਹਿਣੇ ਤੋਂ ਬਾਹਰ ਹੈ ਅਤੇ ਮੈਂ ਉਸਨੂੰ ਆਪਣੀ ਜਾਇਦਾਦ ਤੋਂ ਬੇਦਖਲ ਕਰਦੀ ਹਾਂ।: [160, 248, 476, 268]
eviction-title: ਬੇਦਖਲੀ...: [160, 42, 476, 56]
students-group-photo: [479, 891, 709, 1071]
column-evictions: [160, 40, 476, 1346]
footer-email[interactable]: rozanapehredaradvt@gmail.com: [476, 1491, 678, 1506]
mpcass-notice: [712, 620, 943, 770]
header-email[interactable]: E.mail : rozanapehredar@gmail.com, haksachdapehredarpunjabi@gmail.com: [250, 11, 636, 23]
footer-text: ਇਸ਼ਤਿਹਾਰ ਅਤੇ ਕਲਾਸੀਫਾਈਡ ਕੇਵਲ ਅਦਾਰਾ 'ਪਹਿਰੇਦਾਰ' ਦੀ ਈ-ਮੇਲ: [6, 1492, 316, 1506]
list-item: ਮੈਂ ਜੁਗਰਾਜ ਸਿੰਘ ਪੁੱਤਰ ਜਗਤਾਰ ਸਿੰਘ ਵਾਸੀ ਪਿੰਡ ਤਹਿਸੀਲ ਜ਼ਿਲ੍ਹਾ ਬਠਿੰਡਾ ਨੇ ਆਪਣਾ ਨਾਮ ਬਦਲ ਲਿਆ ਹੈ।: [81, 531, 156, 578]
list-item: ਮੈਂ ਅਮਰਜੀਤ ਸਿੰਘ ਪੁੱਤਰ ਸਰਦਾਰ ਸਿੰਘ ਵਾਸੀ ਮਕਾਨ ਨੰਬਰ 482 ਬਿਆਨ ਕਰਦਾ ਹਾਂ ਕਿ ਮੈਂ ਆਪਣੇ ਲੜਕੇ ਨੂੰ ਜੋ ਬੇਦਖਲ ਕੀਤਾ ਸੀ, ਉਸ ਬੇਦਖਲੀ ਨੂੰ ਰੱਦ ਕਰਦਾ ਹਾਂ। 7171: [479, 1129, 709, 1149]
list-item: ਮੈਂ ਪਰਮਜੀਤ ਕੌਰ ਉਰਫ ਪਰਮੀ ਪਤਨੀ ਅਮਰਜੀਤ ਸਿੰਘ ਵਾਸੀ ਪਿੰਡ ਤਹਿਸੀਲ ਅਤੇ ਜ਼ਿਲ੍ਹਾ ਫਤਿਹਗੜ੍ਹ ਸਾਹਿਬ ਨੇ ਆਪਣਾ ਨਾਮ ਬਦਲ ਕੇ ਪਰਮਜੀਤ ਕੌਰ ਰੱਖ ਲਿਆ ਹੈ।: [2, 246, 77, 311]
eviction-cancel-text: ਮੈਂ ਅਮਰੀਕ ਸਿੰਘ ਪੁੱਤਰ ਹਜ਼ਾਰਾ ਸਿੰਘ ਵਾਸੀ ਪਿੰਡ ਕੋਟੇ ਖੇੜੂਗ, ਤਹਿਸੀਲ ਰਾਏਕੋਟ ਜ਼ਿਲ੍ਹਾ ਲੁਧਿਆਣਾ ਬਿਆਨ ਕਰਦਾ ਹਾਂ ਕਿ ਮੈਂ ਆਪਣੇ ਲੜਕੇ ਨੂੰ ਜੋ ਬੇਦਖਲ ਕੀਤਾ ਸੀ, ਹੁਣ ਮੈਂ ਉਸਨੂੰ ਮਾਫ਼ ਕਰਕੇ ਬੇਦਖਲੀ ਰੱਦ ਕਰਦਾ ਹਾਂ। ਹੁਣ ਉਹ ਮੇਰੀ ਜਾਇਦਾਦ ਦਾ ਹੱਕਦਾਰ ਹੋਵੇਗਾ। 7171: [479, 1089, 709, 1127]
public-notice-title: ਜਨਤਕ ਸੂਚਨਾ: [752, 471, 786, 479]
public-notice-box: [712, 467, 826, 617]
list-item: ਮੈਂ ਤਰਸੇਮ ਸਿੰਘ ਪੁੱਤਰ ਹਰਭਜਨ ਸਿੰਘ ਵਾਸੀ #377, ਐਸ.ਸੀ ਫੇਜ਼-5-02601 ਨੇ ਆਪਣਾ ਨਾਮ ਬਦਲ ਕੇ ਤਰਸੇਮ ਸਿੰਘ ਰੱਖ ਲਿਆ ਹੈ।: [2, 967, 77, 1023]
list-item: ਮੈਂ ਅਮਨਜੀਤ ਕੌਰ ਨਾਗਰ ਪਤਨੀ ਜਤਿੰਦਰ ਸਿੰਘ ਵਾਸੀ ਪਿੰਡ ਸ਼ੇਰਪੁਰ ਨੇ ਆਪਣਾ ਨਾਮ ਬਦਲ ਕੇ ਅਮਨਜੀਤ ਕੌਰ ਰੱਖ ਲਿਆ ਹੈ।: [81, 335, 156, 382]
list-item: I, SACHIN KUMAR S/O PAWAN KUMAR R/O HOUSE NO-1752, ST.NO.1/3, NEAR LALA JAGAT NARAYAN CHOWK, CHANDER NAGAR LUDHIANA,141001 PUNJAB HAVE CHANGED MY NAME AS SACHIN KUMAR TO SACHIN GOGNA. 7171: [712, 1236, 825, 1333]
page-footer: [0, 1488, 945, 1507]
